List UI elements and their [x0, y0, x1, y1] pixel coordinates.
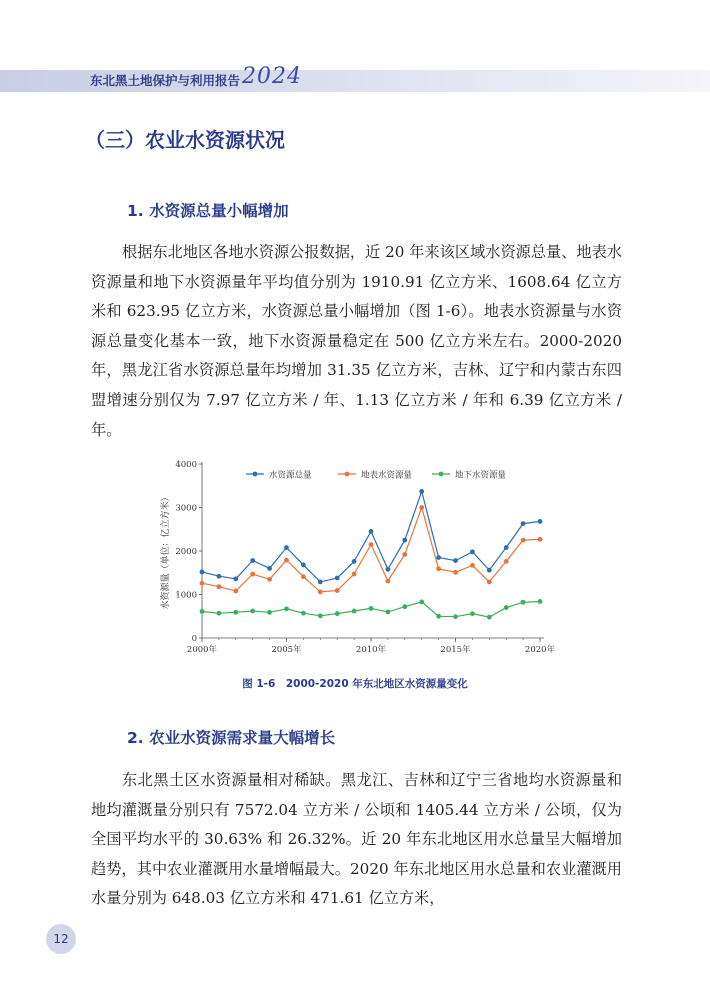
- data-point: [318, 579, 323, 584]
- data-point: [217, 584, 222, 589]
- data-point: [470, 611, 475, 616]
- legend-label: 水资源总量: [269, 470, 312, 481]
- x-tick-label: 2020年: [524, 645, 556, 655]
- data-point: [470, 563, 475, 568]
- data-point: [386, 579, 391, 584]
- data-point: [267, 610, 272, 615]
- data-point: [453, 570, 458, 575]
- data-point: [284, 558, 289, 563]
- legend-label: 地下水资源量: [455, 470, 507, 481]
- data-point: [402, 538, 407, 543]
- data-point: [301, 574, 306, 579]
- legend-swatch-marker: [439, 472, 444, 477]
- data-point: [335, 588, 340, 593]
- x-tick-label: 2000年: [186, 645, 218, 655]
- data-point: [521, 521, 526, 526]
- figure-caption: 图 1-6 2000-2020 年东北地区水资源量变化: [242, 678, 468, 690]
- data-point: [436, 566, 441, 571]
- data-point: [402, 552, 407, 557]
- y-tick-label: 1000: [175, 590, 197, 601]
- data-point: [250, 572, 255, 577]
- data-point: [301, 563, 306, 568]
- data-point: [487, 568, 492, 573]
- data-point: [487, 579, 492, 584]
- data-point: [538, 537, 543, 542]
- legend-label: 地表水资源量: [361, 470, 413, 481]
- data-point: [386, 567, 391, 572]
- data-point: [352, 572, 357, 577]
- data-point: [267, 577, 272, 582]
- y-axis-label: 水资源量（单位：亿立方米）: [161, 492, 171, 610]
- x-tick-label: 2015年: [440, 645, 471, 655]
- data-point: [453, 558, 458, 563]
- data-point: [419, 489, 424, 494]
- paragraph-2-text: 东北黑土区水资源量相对稀缺。黑龙江、吉林和辽宁三省地均水资源量和地均灌溉量分别只有 7572.04 立方米 / 公顷和 1405.44 立方米 / 公顷，仅为全国平均水平的 30.63% 和 26.32%。近 20 年东北地区用水总量呈大幅增加趋势，其中农业灌溉用水量增幅最大。2020 年东北地区用水总量和农业灌溉用水量分别为 648.03 亿立方米和 471.61 亿立方米，: [91, 771, 622, 908]
- data-point: [301, 611, 306, 616]
- data-point: [267, 566, 272, 571]
- data-point: [521, 538, 526, 543]
- data-point: [233, 576, 238, 581]
- data-point: [250, 558, 255, 563]
- data-point: [369, 606, 374, 611]
- y-tick-label: 0: [191, 634, 197, 644]
- data-point: [284, 606, 289, 611]
- data-point: [284, 545, 289, 550]
- subsection-title-1: 1. 水资源总量小幅增加: [127, 202, 289, 220]
- paragraph-1-text: 根据东北地区各地水资源公报数据，近 20 年来该区域水资源总量、地表水资源量和地下水资源量年平均值分别为 1910.91 亿立方米、1608.64 亿立方米和 623.95 亿立方米，水资源总量小幅增加（图 1-6）。地表水资源量与水资源总量变化基本一致，地下水资源量稳定在 500 亿立方米左右。2000-2020 年，黑龙江省水资源总量年均增加 31.35 亿立方米，吉林、辽宁和内蒙古东四盟增速分别仅为 7.97 亿立方米 / 年、1.13 亿立方米 / 年和 6.39 亿立方米 / 年。: [91, 243, 622, 439]
- legend-swatch-marker: [345, 472, 350, 477]
- water-resources-line-chart: [150, 452, 556, 667]
- data-point: [538, 519, 543, 524]
- data-point: [453, 614, 458, 619]
- data-point: [200, 609, 205, 614]
- data-point: [335, 576, 340, 581]
- paragraph-2: [91, 766, 622, 914]
- section-title: （三）农业水资源状况: [85, 128, 285, 152]
- data-point: [487, 615, 492, 620]
- data-point: [233, 589, 238, 594]
- data-point: [352, 559, 357, 564]
- data-point: [200, 581, 205, 586]
- x-tick-label: 2005年: [271, 645, 302, 655]
- data-point: [318, 589, 323, 594]
- data-point: [402, 604, 407, 609]
- data-point: [335, 611, 340, 616]
- data-point: [521, 600, 526, 605]
- data-point: [470, 549, 475, 554]
- data-point: [352, 609, 357, 614]
- data-point: [369, 542, 374, 547]
- report-title: 东北黑土地保护与利用报告: [90, 73, 241, 88]
- paragraph-1: [91, 238, 622, 445]
- data-point: [504, 559, 509, 564]
- data-point: [318, 613, 323, 618]
- data-point: [419, 599, 424, 604]
- subsection-title-2: 2. 农业水资源需求量大幅增长: [127, 729, 336, 747]
- data-point: [504, 545, 509, 550]
- page-number: 12: [46, 924, 76, 954]
- y-tick-label: 4000: [175, 460, 197, 470]
- data-point: [386, 610, 391, 615]
- data-point: [250, 609, 255, 614]
- data-point: [200, 569, 205, 574]
- data-point: [436, 555, 441, 560]
- data-point: [233, 610, 238, 615]
- legend-swatch-marker: [253, 472, 258, 477]
- y-tick-label: 3000: [175, 503, 197, 514]
- y-tick-label: 2000: [175, 547, 197, 557]
- series-line: [202, 508, 540, 592]
- data-point: [504, 605, 509, 610]
- data-point: [538, 599, 543, 604]
- report-year: 2024: [242, 64, 302, 89]
- data-point: [217, 611, 222, 616]
- data-point: [419, 505, 424, 510]
- data-point: [436, 614, 441, 619]
- data-point: [217, 574, 222, 579]
- x-tick-label: 2010年: [355, 645, 387, 655]
- data-point: [369, 529, 374, 534]
